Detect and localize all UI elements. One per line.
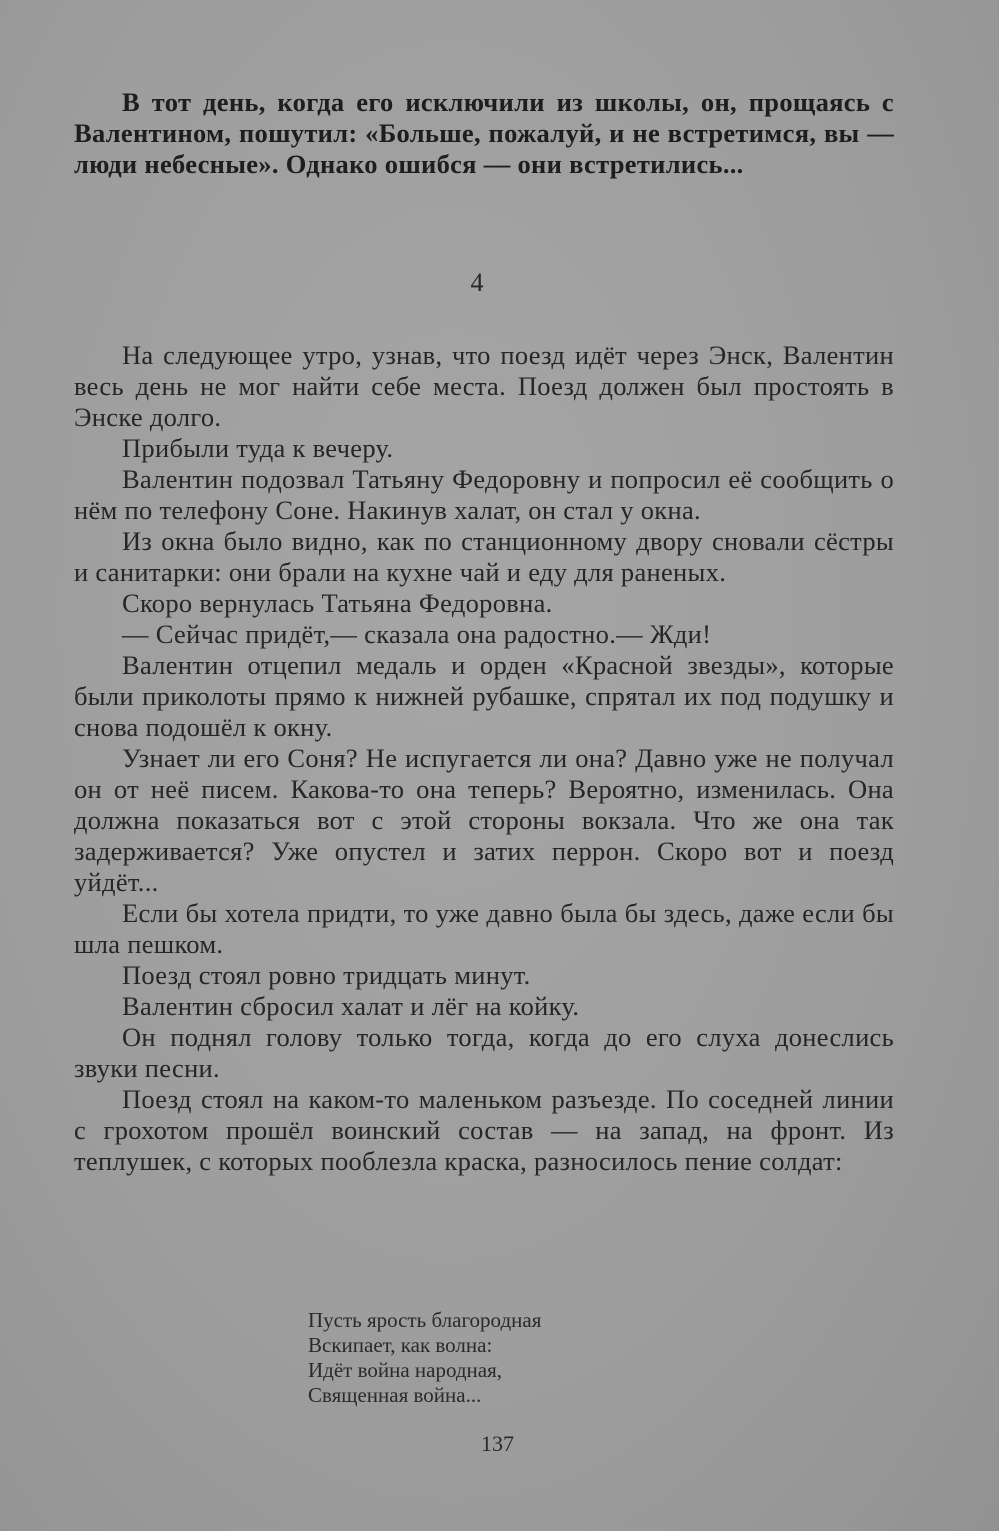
intro-section [74,87,894,180]
paragraph: Поезд стоял на каком-то маленьком разъезде. По соседней линии с грохотом прошёл воинский состав — на запад, на фронт. Из теплушек, с которых пооблезла краска, разносилось пение солдат: [74,1084,894,1176]
paragraph: На следующее утро, узнав, что поезд идёт через Энск, Валентин весь день не мог найти себе места. Поезд должен был простоять в Энске долго. [74,340,894,432]
poem-stanza [308,1308,541,1408]
paragraph: Прибыли туда к вечеру. [122,433,394,463]
paragraph: Из окна было видно, как по станционному двору сновали сёстры и санитарки: они брали на кухне чай и еду для раненых. [74,526,894,587]
poem-line: Священная война... [308,1383,482,1407]
poem-line: Идёт война народная, [308,1358,503,1382]
chapter-number: 4 [470,268,484,297]
paragraph: Он поднял голову только тогда, когда до его слуха донеслись звуки песни. [74,1022,894,1083]
page-number: 137 [481,1431,514,1456]
dialogue-paragraph: — Сейчас придёт,— сказала она радостно.— Жди! [122,619,712,649]
poem-line: Вскипает, как волна: [308,1333,493,1357]
intro-paragraph: В тот день, когда его исключили из школы, он, прощаясь с Валентином, пошутил: «Больше, пожалуй, и не встретимся, вы — люди небесные». Однако ошибся — они встретились... [74,87,894,179]
paragraph: Поезд стоял ровно тридцать минут. [122,960,531,990]
paragraph: Валентин подозвал Татьяну Федоровну и попросил её сообщить о нём по телефону Соне. Накинув халат, он стал у окна. [74,464,894,525]
paragraph: Скоро вернулась Татьяна Федоровна. [122,588,553,618]
paragraph: Валентин сбросил халат и лёг на койку. [122,991,580,1021]
paragraph: Узнает ли его Соня? Не испугается ли она? Давно уже не получал он от неё писем. Какова-то она теперь? Вероятно, изменилась. Она должна показаться вот с этой стороны вокзала. Что же она так задерживается? Уже опустел и затих перрон. Скоро вот и поезд уйдёт... [74,743,894,897]
paragraph: Если бы хотела придти, то уже давно была бы здесь, даже если бы шла пешком. [74,898,894,959]
paragraph: Валентин отцепил медаль и орден «Красной звезды», которые были приколоты прямо к нижней рубашке, спрятал их под подушку и снова подошёл к окну. [74,650,894,742]
poem-line: Пусть ярость благородная [308,1308,542,1332]
chapter-body [74,340,894,1177]
